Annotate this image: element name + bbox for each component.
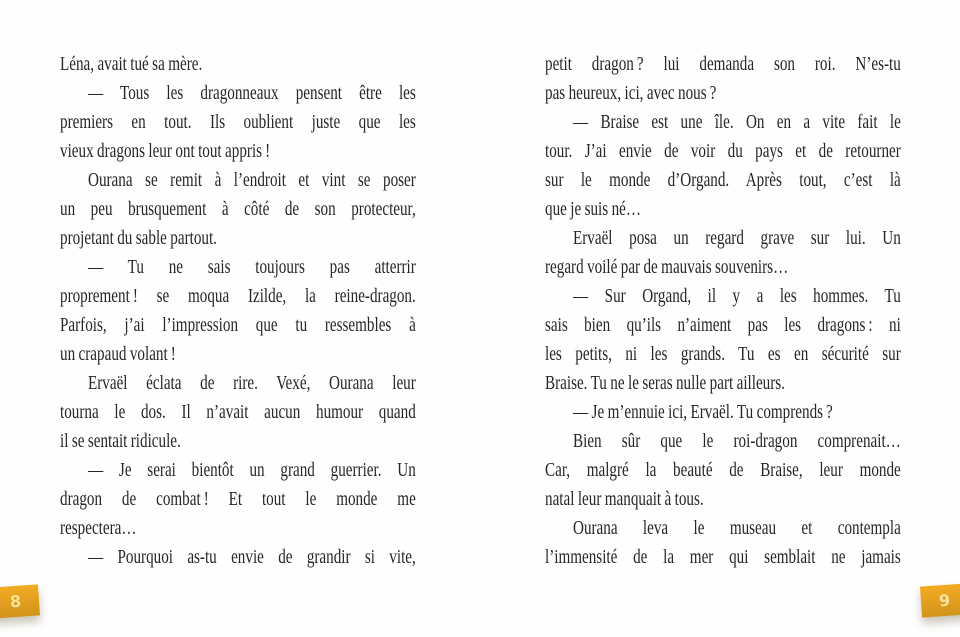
text-line: sais bien qu’ils n’aiment pas les dragons : ni	[545, 314, 901, 336]
text-line: respectera…	[60, 517, 137, 539]
text-line: un crapaud volant !	[60, 343, 176, 365]
text-line: Ourana leva le museau et contempla	[573, 517, 901, 539]
page-number-right: 9	[938, 590, 951, 611]
text-line: Braise. Tu ne le seras nulle part ailleurs.	[545, 372, 785, 394]
text-line: Léna, avait tué sa mère.	[60, 53, 203, 75]
text-line: — Je serai bientôt un grand guerrier. Un	[88, 459, 416, 481]
book-page-left-text	[60, 50, 416, 572]
text-line: que je suis né…	[545, 198, 641, 220]
text-line: Bien sûr que le roi-dragon comprenait…	[573, 430, 901, 452]
text-line: projetant du sable partout.	[60, 227, 217, 249]
text-line: — Tu ne sais toujours pas atterrir	[88, 256, 416, 278]
text-line: natal leur manquait à tous.	[545, 488, 704, 510]
text-line: proprement ! se moqua Izilde, la reine-dragon.	[60, 285, 416, 307]
text-line: Ourana se remit à l’endroit et vint se poser	[88, 169, 416, 191]
text-line: Car, malgré la beauté de Braise, leur monde	[545, 459, 901, 481]
text-line: — Braise est une île. On en a vite fait le	[573, 111, 901, 133]
page-number-badge-right	[920, 583, 960, 617]
page-number-left: 8	[9, 591, 22, 612]
page-number-badge-left	[0, 584, 40, 618]
text-line: l’immensité de la mer qui semblait ne jamais	[545, 546, 901, 568]
text-line: — Je m’ennuie ici, Ervaël. Tu comprends ?	[573, 401, 833, 423]
text-line: sur le monde d’Organd. Après tout, c’est là	[545, 169, 901, 191]
text-line: tourna le dos. Il n’avait aucun humour quand	[60, 401, 416, 423]
text-line: vieux dragons leur ont tout appris !	[60, 140, 271, 162]
text-line: petit dragon ? lui demanda son roi. N’es-tu	[545, 53, 901, 75]
text-line: tour. J’ai envie de voir du pays et de retourner	[545, 140, 901, 162]
text-line: un peu brusquement à côté de son protecteur,	[60, 198, 416, 220]
text-line: regard voilé par de mauvais souvenirs…	[545, 256, 789, 278]
text-line: — Tous les dragonneaux pensent être les	[88, 82, 416, 104]
text-line: — Sur Organd, il y a les hommes. Tu	[573, 285, 901, 307]
text-line: Ervaël posa un regard grave sur lui. Un	[573, 227, 901, 249]
text-line: Ervaël éclata de rire. Vexé, Ourana leur	[88, 372, 416, 394]
text-line: pas heureux, ici, avec nous ?	[545, 82, 717, 104]
text-line: Parfois, j’ai l’impression que tu ressembles à	[60, 314, 416, 336]
text-line: — Pourquoi as-tu envie de grandir si vite,	[88, 546, 416, 568]
text-line: il se sentait ridicule.	[60, 430, 181, 452]
text-line: premiers en tout. Ils oublient juste que les	[60, 111, 416, 133]
book-page-right-text	[545, 50, 901, 572]
text-line: dragon de combat ! Et tout le monde me	[60, 488, 416, 510]
text-line: les petits, ni les grands. Tu es en sécurité sur	[545, 343, 901, 365]
